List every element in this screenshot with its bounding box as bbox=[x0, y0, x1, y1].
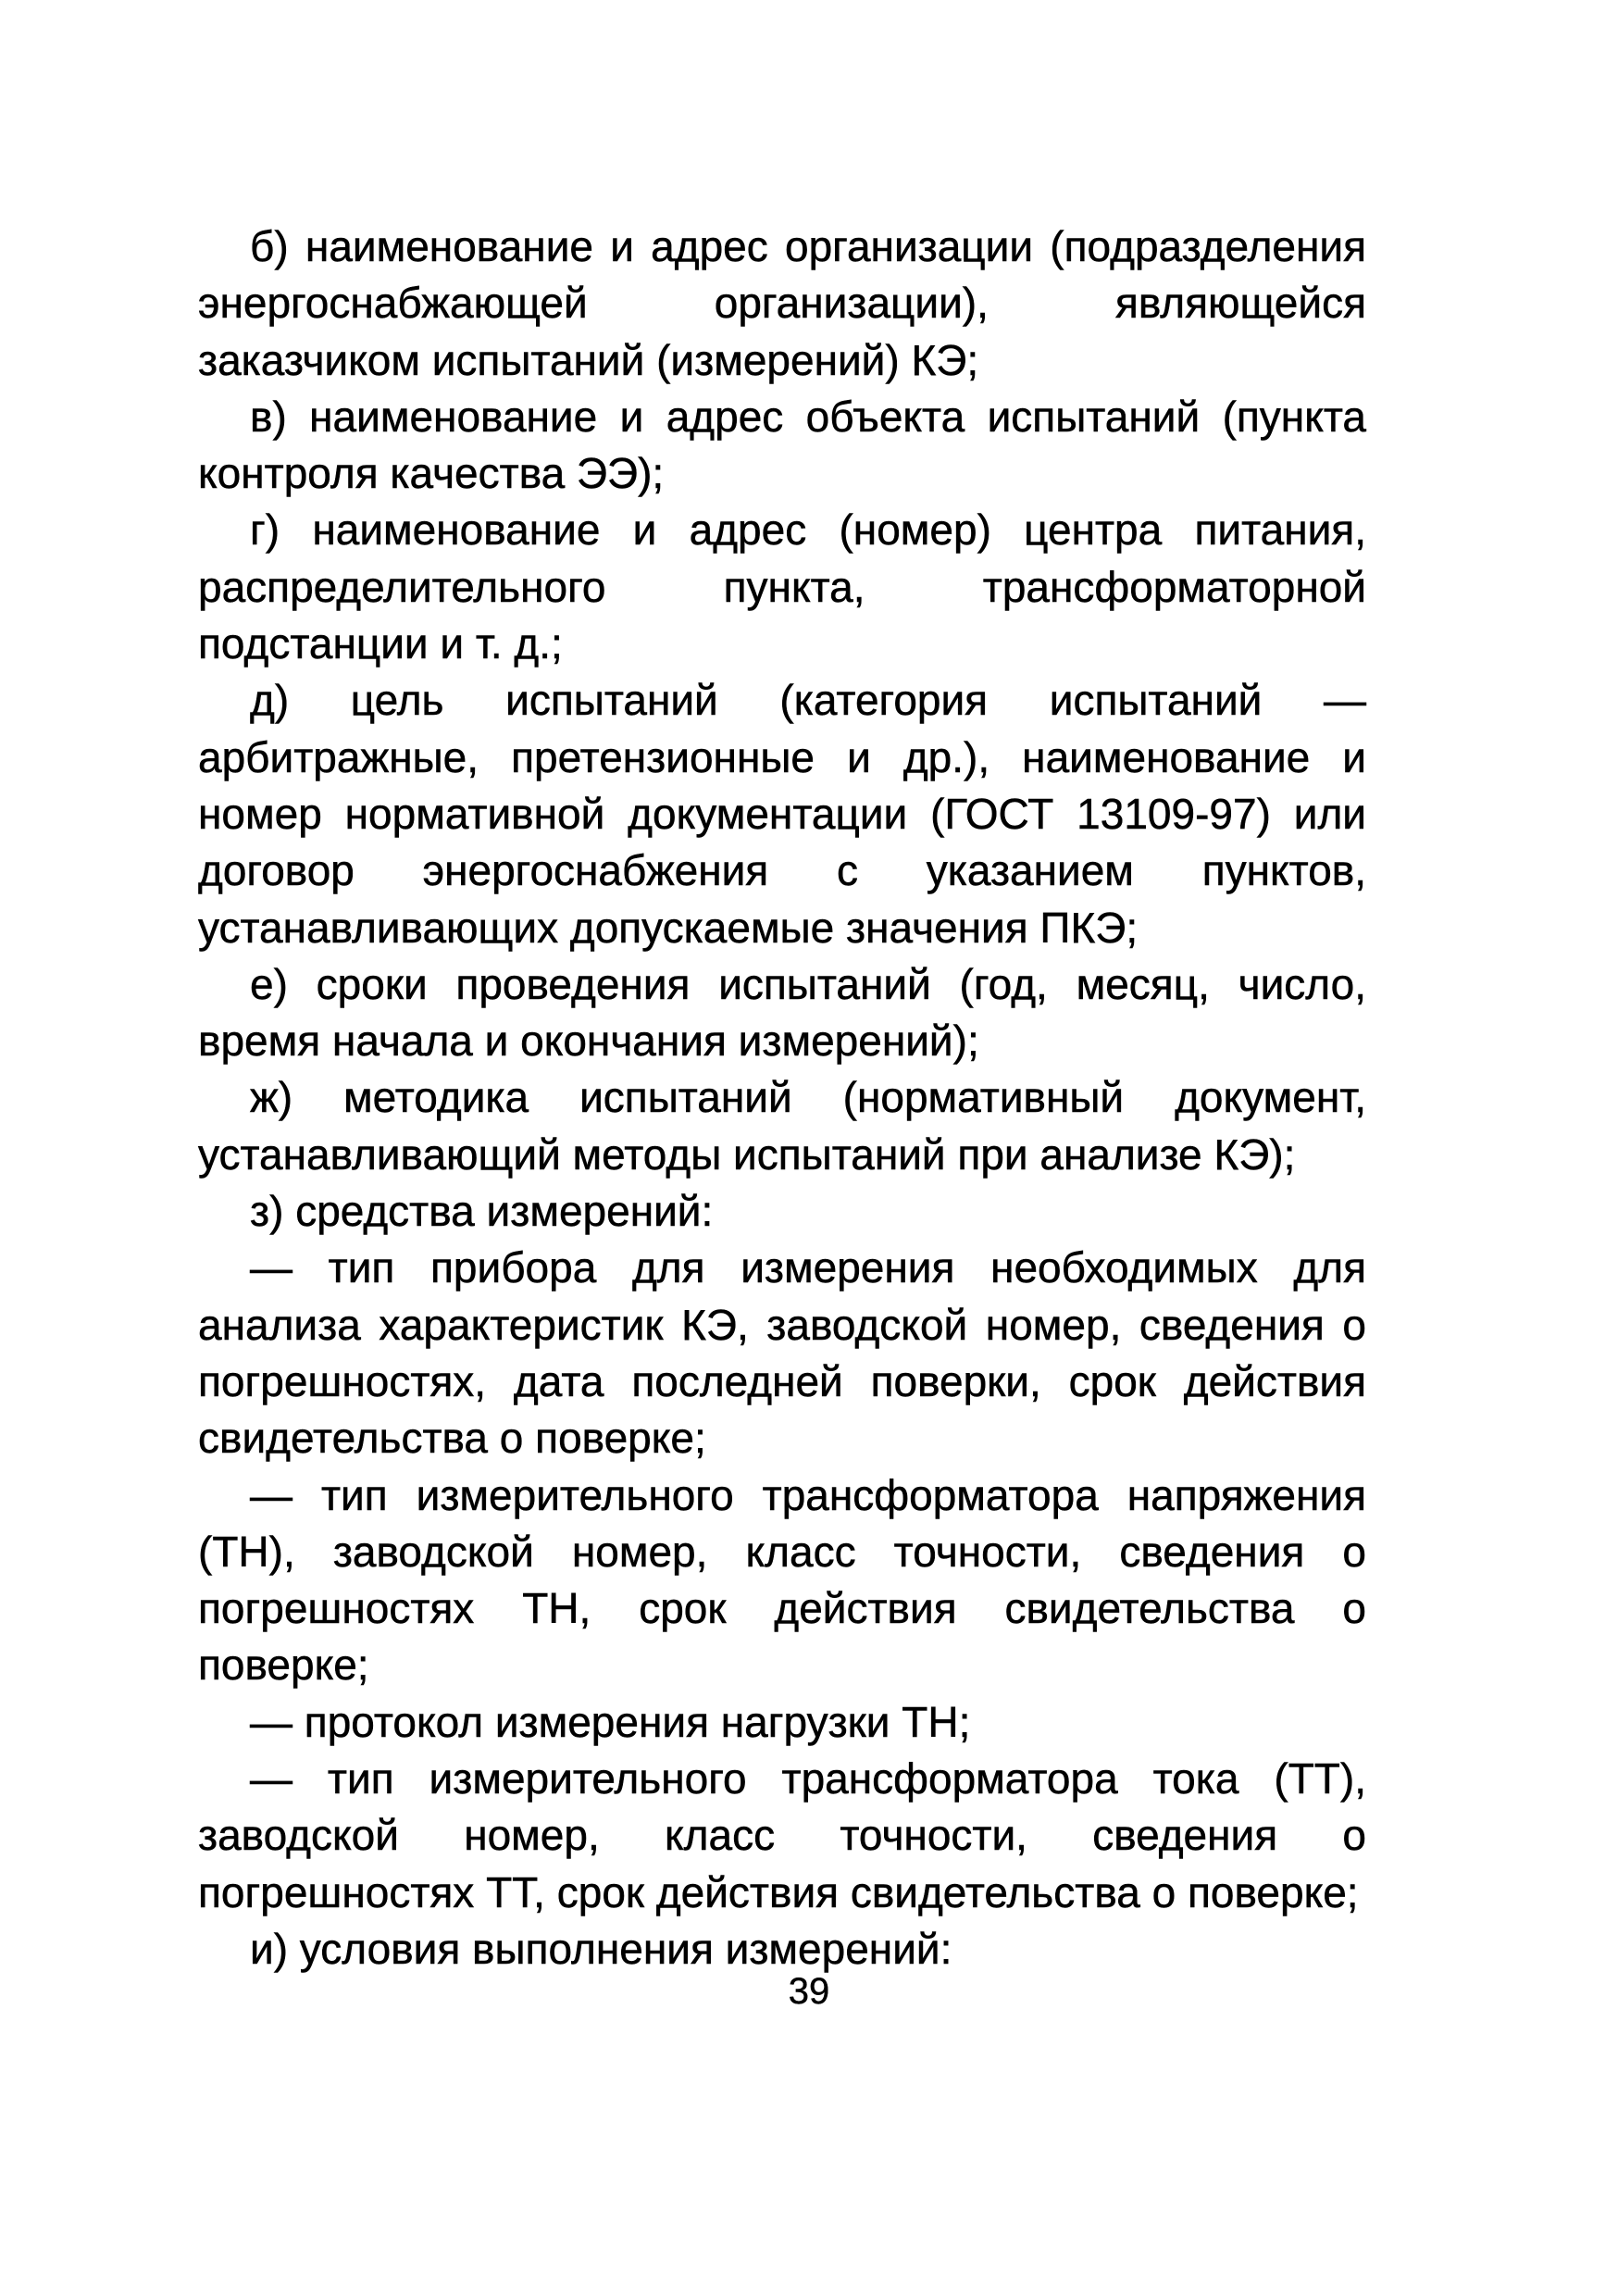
paragraph-i-measurement-conditions: и) условия выполнения измерений: bbox=[250, 1924, 952, 1973]
paragraph-e-test-dates: е) сроки проведения испытаний (год, месяц, число, время начала и окончания измерений); bbox=[198, 959, 1366, 1066]
paragraph-g-power-center: г) наименование и адрес (номер) центра питания, распределительного пункта, трансформаторной подстанции и т. д.; bbox=[198, 505, 1366, 668]
list-item-tn-load-protocol: — протокол измерения нагрузки ТН; bbox=[250, 1697, 971, 1746]
paragraph-b-organization: б) наименование и адрес организации (подразделения энергоснабжающей организации), являющейся заказчиком испытаний (измерений) КЭ; bbox=[198, 222, 1366, 384]
paragraph-zh-test-method: ж) методика испытаний (нормативный документ, устанавливающий методы испытаний при анализе КЭ); bbox=[198, 1073, 1366, 1179]
list-item-current-transformer: — тип измерительного трансформатора тока (ТТ), заводской номер, класс точности, сведения о погрешностях ТТ, срок действия свидетельства о поверке; bbox=[198, 1754, 1366, 1916]
paragraph-d-test-purpose: д) цель испытаний (категория испытаний — арбитражные, претензионные и др.), наименование и номер нормативной документации (ГОСТ 13109-97) или договор энергоснабжения с указанием пунктов, устанавливающих допускаемые значения ПКЭ; bbox=[198, 676, 1366, 952]
body-text bbox=[198, 218, 1366, 1978]
list-item-voltage-transformer: — тип измерительного трансформатора напряжения (ТН), заводской номер, класс точности, сведения о погрешностях ТН, срок действия свидетельства о поверке; bbox=[198, 1470, 1366, 1690]
paragraph-z-measuring-instruments: з) средства измерений: bbox=[250, 1187, 714, 1236]
list-item-instrument-type: — тип прибора для измерения необходимых для анализа характеристик КЭ, заводской номер, сведения о погрешностях, дата последней поверки, срок действия свидетельства о поверке; bbox=[198, 1243, 1366, 1463]
page-number: 39 bbox=[788, 1971, 830, 2012]
paragraph-v-test-object: в) наименование и адрес объекта испытаний (пункта контроля качества ЭЭ); bbox=[198, 392, 1366, 498]
